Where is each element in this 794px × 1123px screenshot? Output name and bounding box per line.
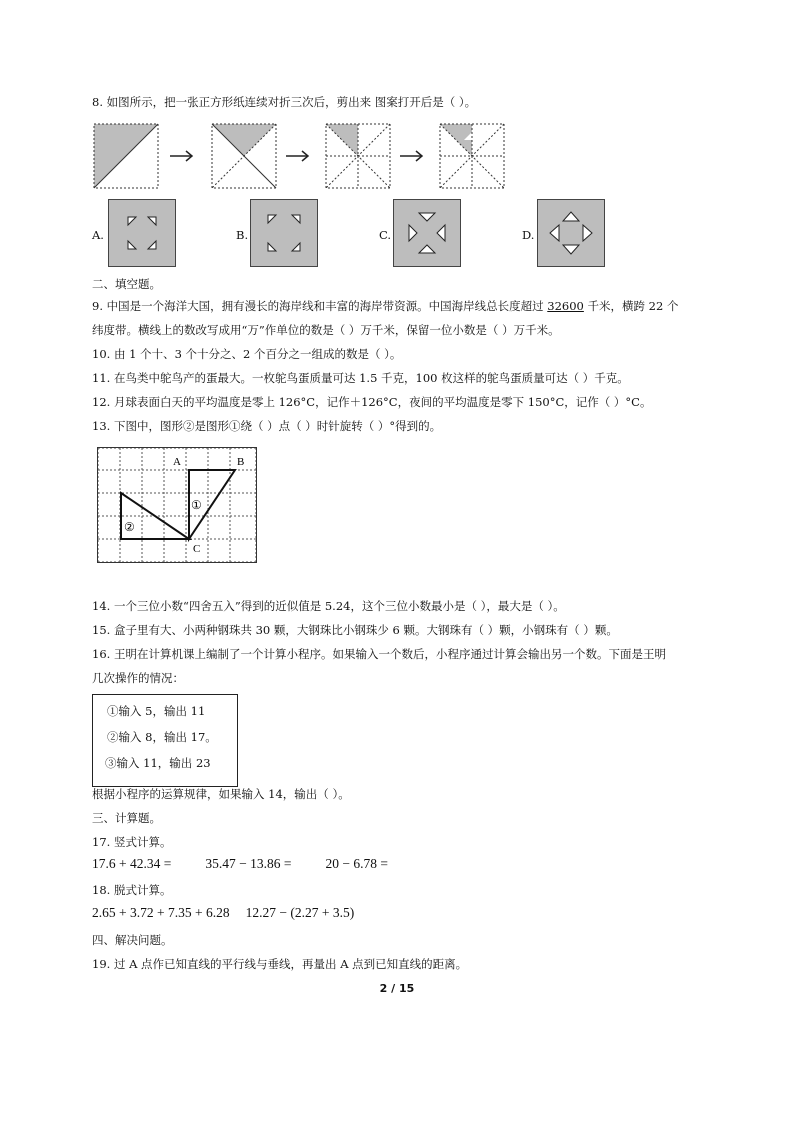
q16-io-3: ③输入 11，输出 23 [105,756,211,770]
q13-text: 13. 下图中，图形②是图形①绕（ ）点（ ）时针旋转（ ）°得到的。 [92,419,442,433]
q9-underlined-number: 32600 [547,299,584,313]
q11-text: 11. 在鸟类中鸵鸟产的蛋最大。一枚鸵鸟蛋质量可达 1.5 千克，100 枚这样的鸵鸟蛋质量可达（ ）千克。 [92,371,629,385]
q16-io-2: ②输入 8，输出 17。 [107,730,217,744]
point-b-label: B [237,456,245,468]
fold-step-2 [212,124,276,188]
fold-sequence-figure [90,120,510,192]
q18-expr-2: 12.27 − (2.27 + 3.5) [245,905,355,920]
q17-expressions [92,856,422,872]
q15-text: 15. 盒子里有大、小两种钢珠共 30 颗，大钢珠比小钢珠少 6 颗。大钢珠有（ ）颗，小钢珠有（ ）颗。 [92,623,618,637]
shape-2-label: ② [124,520,135,534]
option-b-figure[interactable] [250,199,318,267]
q17-expr-1: 17.6 + 42.34 = [92,856,172,871]
option-a-figure[interactable] [108,199,176,267]
option-d-figure[interactable] [537,199,605,267]
q12-text: 12. 月球表面白天的平均温度是零上 126°C，记作＋126°C，夜间的平均温度是零下 150°C，记作（ ）°C。 [92,395,652,409]
q16-line2: 几次操作的情况： [92,671,184,685]
q16-io-box [92,694,238,787]
q9-line2: 纬度带。横线上的数改写成用“万”作单位的数是（ ）万千米，保留一位小数是（ ）万千米。 [92,323,560,337]
q19-text: 19. 过 A 点作已知直线的平行线与垂线，再量出 A 点到已知直线的距离。 [92,957,468,971]
section-2-heading: 二、填空题。 [92,277,161,291]
q17-label: 17. 竖式计算。 [92,835,172,849]
option-c-figure[interactable] [393,199,461,267]
q9-line1: 9. 中国是一个海洋大国，拥有漫长的海岸线和丰富的海岸带资源。中国海岸线总长度超过 32600 千米，横跨 22 个 [92,299,679,313]
q14-text: 14. 一个三位小数“四舍五入”得到的近似值是 5.24，这个三位小数最小是（ ），最大是（ ）。 [92,599,565,613]
section-4-heading: 四、解决问题。 [92,933,173,947]
q18-expr-1: 2.65 + 3.72 + 7.35 + 6.28 [92,905,230,920]
option-d-label[interactable]: D. [522,228,535,242]
q10-text: 10. 由 1 个十、3 个十分之、2 个百分之一组成的数是（ ）。 [92,347,402,361]
point-a-label: A [173,456,181,468]
q16-io-1: ①输入 5，输出 11 [107,704,206,718]
q17-expr-2: 35.47 − 13.86 = [205,856,292,871]
q16-question: 根据小程序的运算规律，如果输入 14，输出（ ）。 [92,787,350,801]
page-number: 2 / 15 [379,982,415,995]
option-c-label[interactable]: C. [379,228,392,242]
fold-step-1 [94,124,158,188]
rotation-grid-figure [97,447,261,565]
shape-1-label: ① [191,498,202,512]
section-3-heading: 三、计算题。 [92,811,161,825]
option-b-label[interactable]: B. [236,228,249,242]
q18-expressions [92,905,388,921]
q16-line1: 16. 王明在计算机课上编制了一个计算小程序。如果输入一个数后，小程序通过计算会输出另一个数。下面是王明 [92,647,666,661]
point-c-label: C [193,543,201,555]
q17-expr-3: 20 − 6.78 = [325,856,388,871]
q18-label: 18. 脱式计算。 [92,883,172,897]
option-a-label[interactable]: A. [92,228,104,242]
fold-step-3 [326,124,390,188]
fold-step-4 [440,124,504,188]
q8-text: 8. 如图所示，把一张正方形纸连续对折三次后，剪出来 图案打开后是（ ）。 [92,95,477,109]
